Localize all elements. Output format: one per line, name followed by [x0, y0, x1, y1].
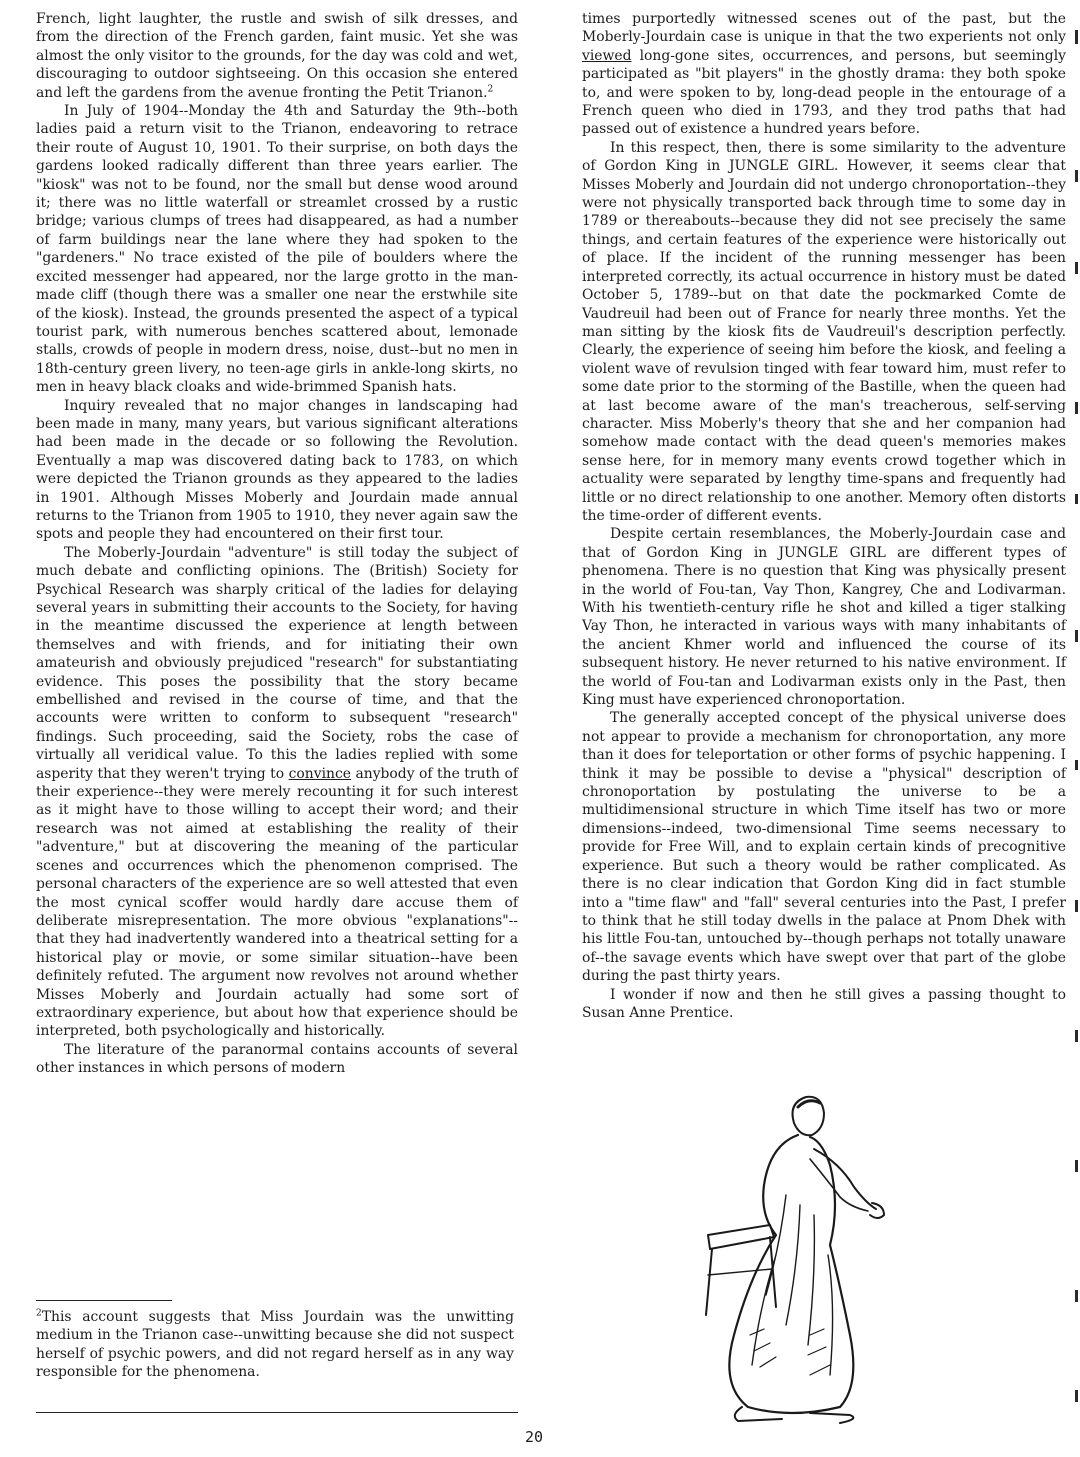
paragraph: The Moberly-Jourdain "adventure" is still today the subject of much debate and conflicting opinions. The (British) Society for Psychical Research was sharply critical of the ladies for delaying several years in submitting their accounts to the Society, for having in the meantime discussed the experience at length between themselves and with friends, and for initiating their own amateurish and obviously prejudiced "research" for substantiating evidence. This poses the possibility that the story became embellished and revised in the course of time, and that the accounts were written to conform to subsequent "research" findings. Such proceeding, said the Society, robs the case of virtually all veridical value. To this the ladies replied with some asperity that they weren't trying to convince anybody of the truth of their experience--they were merely recounting it for such interest as it might have to those willing to accept their word; and their research was not aimed at establishing the reality of their "adventure," but at discovering the meaning of the particular scenes and occurrences which the phenomenon comprised. The personal characters of the experience are so well attested that even the most cynical scoffer would hardly dare accuse them of deliberate misrepresentation. The more obvious "explanations"--that they had inadvertently wandered into a theatrical setting for a historical play or movie, or some similar situation--have been definitely refuted. The argument now revolves not around whether Misses Moberly and Jourdain actually had some sort of extraordinary experience, but about how that experience should be interpreted, both psychologically and historically.: [36, 544, 518, 1040]
right-column: [582, 10, 1066, 1022]
page-edge-marks: [1072, 0, 1080, 1457]
paragraph: French, light laughter, the rustle and swish of silk dresses, and from the direction of the French garden, faint music. Yet she was almost the only visitor to the grounds, for the day was cold and wet, discouraging to outdoor sightseeing. On this occasion she entered and left the gardens from the avenue fronting the Petit Trianon.$^2$: [36, 11, 518, 101]
paragraph: The generally accepted concept of the physical universe does not appear to provide a mechanism for chronoportation, any more than it does for teleportation or other forms of psychic happening. I think it may be possible to devise a "physical" description of chronoportation by postulating the universe to be a multidimensional structure in which Time itself has two or more dimensions--indeed, two-dimensional Time seems necessary to provide for Free Will, and to explain certain kinds of precognitive experience. But such a theory would be rather complicated. As there is no clear indication that Gordon King did in fact stumble into a "time flaw" and "fall" several centuries into the Past, I prefer to think that he still today dwells in the palace at Pnom Dhek with his little Fou-tan, untouched by--though perhaps not totally unaware of--the savage events which have swept over that part of the globe during the past thirty years.: [582, 710, 1066, 985]
left-column: [36, 10, 518, 1078]
footnote-marker: 2: [36, 1308, 42, 1319]
seated-robed-figure-sketch-icon: [690, 1085, 890, 1425]
underlined-word: convince: [288, 765, 351, 782]
footnote-text: This account suggests that Miss Jourdain was the unwitting medium in the Trianon case--unwitting because she did not suspect herself of psychic powers, and did not regard herself as in any way responsible for the phenomena.: [36, 1309, 514, 1381]
page-number: 20: [525, 1428, 544, 1446]
paragraph: In this respect, then, there is some similarity to the adventure of Gordon King in JUNGLE GIRL. However, it seems clear that Misses Moberly and Jourdain did not undergo chronoportation--they were not physically transported back through time to some day in 1789 or thereabouts--because they did not see precisely the same things, and certain features of the experience were historically out of place. If the incident of the running messenger has been interpreted correctly, its actual occurrence in history must be dated October 5, 1789--but on that date the pockmarked Comte de Vaudreuil had been out of France for nearly three months. Yet the man sitting by the kiosk fits de Vaudreuil's description perfectly. Clearly, the experience of seeing him before the kiosk, and feeling a violent wave of revulsion tinged with fear toward him, must refer to some date prior to the storming of the Bastille, when the queen had at last become aware of the man's treacherous, self-serving character. Miss Moberly's theory that she and her companion had somehow made contact with the dead queen's memories makes sense here, for in memory many events crowd together which in actuality were separated by lengthy time-spans and frequently had little or no direct relationship to one another. Memory often distorts the time-order of different events.: [582, 139, 1066, 524]
footnote-reference: 2: [487, 84, 494, 94]
paragraph: Inquiry revealed that no major changes in landscaping had been made in many, many years, but various significant alterations had been made in the decade or so following the Revolution. Eventually a map was discovered dating back to 1783, on which were depicted the Trianon grounds as they appeared to the ladies in 1901. Although Misses Moberly and Jourdain made annual returns to the Trianon from 1905 to 1910, they never again saw the spots and people they had encountered on their first tour.: [36, 397, 518, 543]
underlined-word: viewed: [582, 47, 632, 64]
footnote: [36, 1308, 514, 1382]
footnote-divider: [36, 1300, 172, 1301]
paragraph: I wonder if now and then he still gives a passing thought to Susan Anne Prentice.: [582, 986, 1066, 1021]
paragraph: Despite certain resemblances, the Moberly-Jourdain case and that of Gordon King in JUNGLE GIRL are different types of phenomena. There is no question that King was physically present in the world of Fou-tan, Vay Thon, Kangrey, Che and Lodivarman. With his twentieth-century rifle he shot and killed a tiger stalking Vay Thon, he interacted in various ways with many inhabitants of the ancient Khmer world and influenced the course of its subsequent history. He never returned to his native environment. If the world of Fou-tan and Lodivarman exists only in the Past, then King must have experienced chronoportation.: [582, 526, 1066, 709]
paragraph: times purportedly witnessed scenes out of the past, but the Moberly-Jourdain case is unique in that the two experients not only viewed long-gone sites, occurrences, and persons, but seemingly participated as "bit players" in the ghostly drama: they both spoke to, and were spoken to by, long-dead people in the entourage of a French queen who died in 1793, and they trod paths that had passed out of existence a hundred years before.: [582, 11, 1066, 138]
paragraph: In July of 1904--Monday the 4th and Saturday the 9th--both ladies paid a return visit to the Trianon, endeavoring to retrace their route of August 10, 1901. To their surprise, on both days the gardens looked radically different than three years earlier. The "kiosk" was not to be found, nor the small but dense wood around it; there was no little waterfall or streamlet crossed by a rustic bridge; various clumps of trees had disappeared, as had a number of farm buildings near the lane where they had spoken to the "gardeners." No trace existed of the pile of boulders where the excited messenger had appeared, nor the large grotto in the man-made cliff (though there was a smaller one near the erstwhile site of the kiosk). Instead, the grounds presented the aspect of a typical tourist park, with numerous benches scattered about, lemonade stalls, crowds of people in modern dress, noise, dust--but no men in 18th-century green livery, no teen-age girls in ankle-long skirts, no men in heavy black cloaks and wide-brimmed Spanish hats.: [36, 103, 518, 396]
footnote-end-rule: [36, 1412, 518, 1413]
paragraph: The literature of the paranormal contains accounts of several other instances in which persons of modern: [36, 1041, 518, 1077]
